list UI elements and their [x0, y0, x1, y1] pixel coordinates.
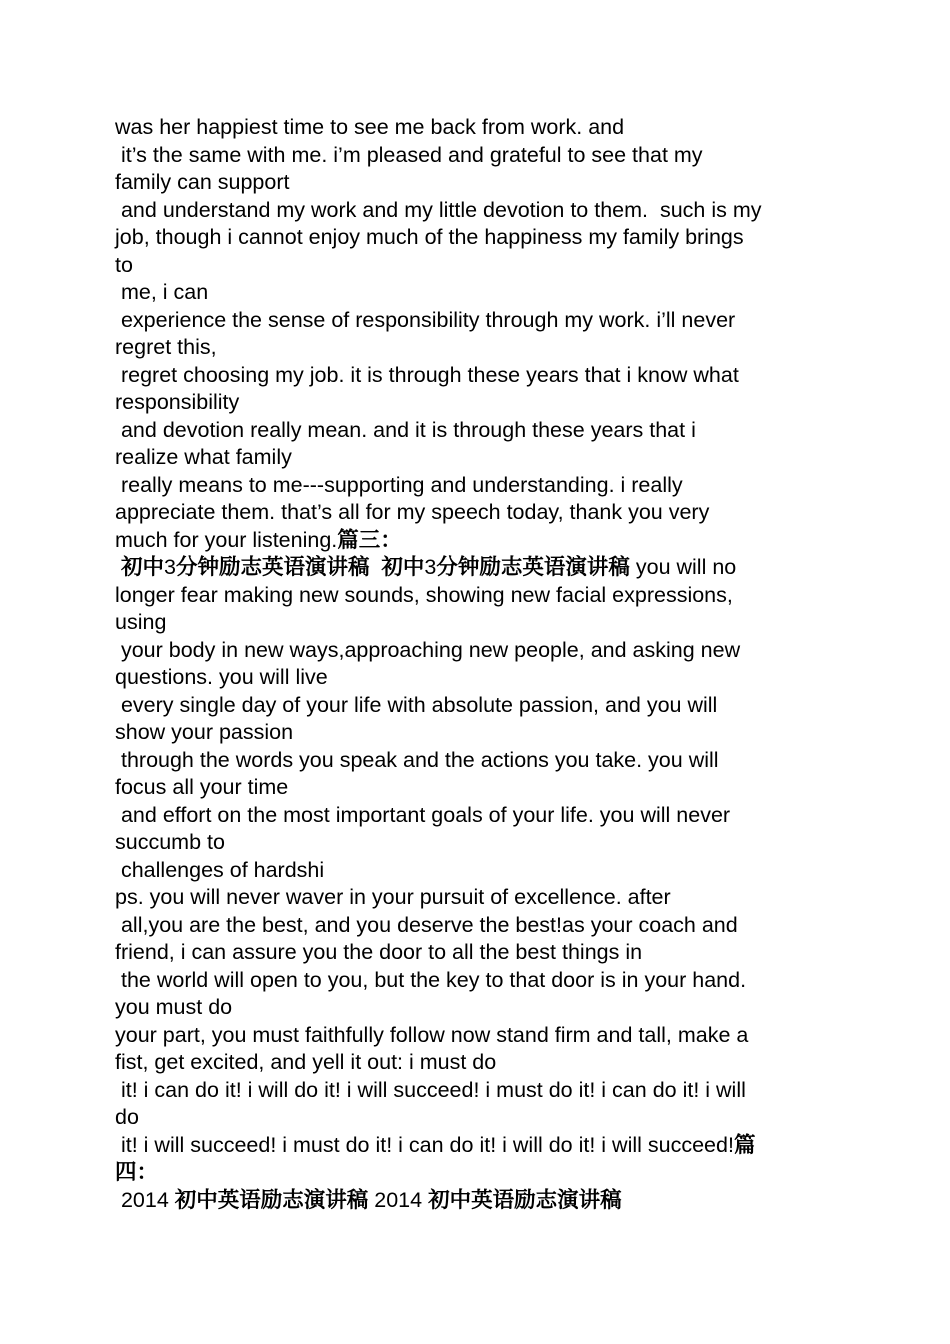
title-number: 3 — [424, 555, 437, 579]
title-run: 初中 — [115, 555, 164, 579]
text-line: job, though i cannot enjoy much of the happiness my family brings — [115, 225, 744, 249]
text-line: challenges of hardshi — [115, 857, 325, 882]
text-line: you must do — [115, 995, 233, 1019]
document-page — [115, 114, 845, 1214]
text-line: it! i can do it! i will do it! i will succeed! i must do it! i can do it! i will — [115, 1077, 746, 1102]
text-line: appreciate them. that’s all for my speech today, thank you very — [115, 500, 710, 524]
title-line — [115, 1187, 845, 1215]
section-heading: 篇 — [733, 1132, 756, 1157]
section-heading: 篇三： — [337, 527, 402, 552]
text-line: the world will open to you, but the key to that door is in your hand. — [115, 967, 747, 992]
text-line: experience the sense of responsibility through my work. i’ll never — [115, 307, 736, 332]
text-line: through the words you speak and the actions you take. you will — [115, 747, 719, 772]
title-run: 分钟励志英语演讲稿 初中 — [175, 555, 425, 579]
text-line: succumb to — [115, 830, 225, 854]
text-line: do — [115, 1105, 139, 1129]
title-line — [115, 554, 845, 582]
text-line: every single day of your life with absolute passion, and you will — [115, 692, 718, 717]
section-heading: 四： — [115, 1160, 159, 1184]
text-line: was her happiest time to see me back from work. and — [115, 115, 625, 139]
text-line — [115, 1159, 845, 1187]
text-line: to — [115, 252, 133, 277]
text-line: it’s the same with me. i’m pleased and grateful to see that my — [115, 142, 703, 167]
text-line — [115, 1132, 845, 1160]
text-line: regret choosing my job. it is through these years that i know what — [115, 362, 739, 387]
text-line: and understand my work and my little devotion to them. such is my — [115, 197, 762, 222]
text-line: really means to me---supporting and understanding. i really — [115, 472, 683, 497]
text-line: using — [115, 610, 167, 634]
title-run: 初中英语励志演讲稿 — [428, 1187, 622, 1212]
text-line: your body in new ways,approaching new people, and asking new — [115, 637, 741, 662]
title-run: 初中英语励志演讲稿 — [174, 1187, 369, 1212]
paragraph-block-1 — [115, 114, 845, 527]
text-line: regret this, — [115, 335, 217, 359]
text-run: it! i will succeed! i must do it! i can do it! i will do it! i will succeed! — [115, 1132, 734, 1157]
text-line: longer fear making new sounds, showing new facial expressions, — [115, 582, 733, 607]
title-run: 分钟励志英语演讲稿 — [436, 555, 630, 579]
text-line: questions. you will live — [115, 665, 328, 689]
text-line: your part, you must faithfully follow now stand firm and tall, make a — [115, 1022, 749, 1047]
text-line: all,you are the best, and you deserve the best!as your coach and — [115, 912, 738, 937]
text-line: and devotion really mean. and it is through these years that i — [115, 417, 696, 442]
text-line: responsibility — [115, 390, 240, 414]
text-line: focus all your time — [115, 775, 289, 799]
text-line: me, i can — [115, 280, 209, 304]
title-number: 2014 — [115, 1187, 175, 1212]
title-number: 3 — [163, 555, 176, 579]
text-run: much for your listening. — [115, 527, 338, 552]
text-line: family can support — [115, 170, 290, 194]
text-line: fist, get excited, and yell it out: i must do — [115, 1050, 497, 1074]
paragraph-block-2 — [115, 582, 845, 1132]
text-line: show your passion — [115, 720, 294, 744]
text-line: and effort on the most important goals of your life. you will never — [115, 802, 731, 827]
title-number: 2014 — [368, 1187, 429, 1212]
text-line: friend, i can assure you the door to all the best things in — [115, 940, 643, 964]
text-line — [115, 527, 845, 555]
text-line: realize what family — [115, 445, 292, 469]
text-run: you will no — [629, 555, 737, 579]
text-line: ps. you will never waver in your pursuit of excellence. after — [115, 885, 671, 909]
